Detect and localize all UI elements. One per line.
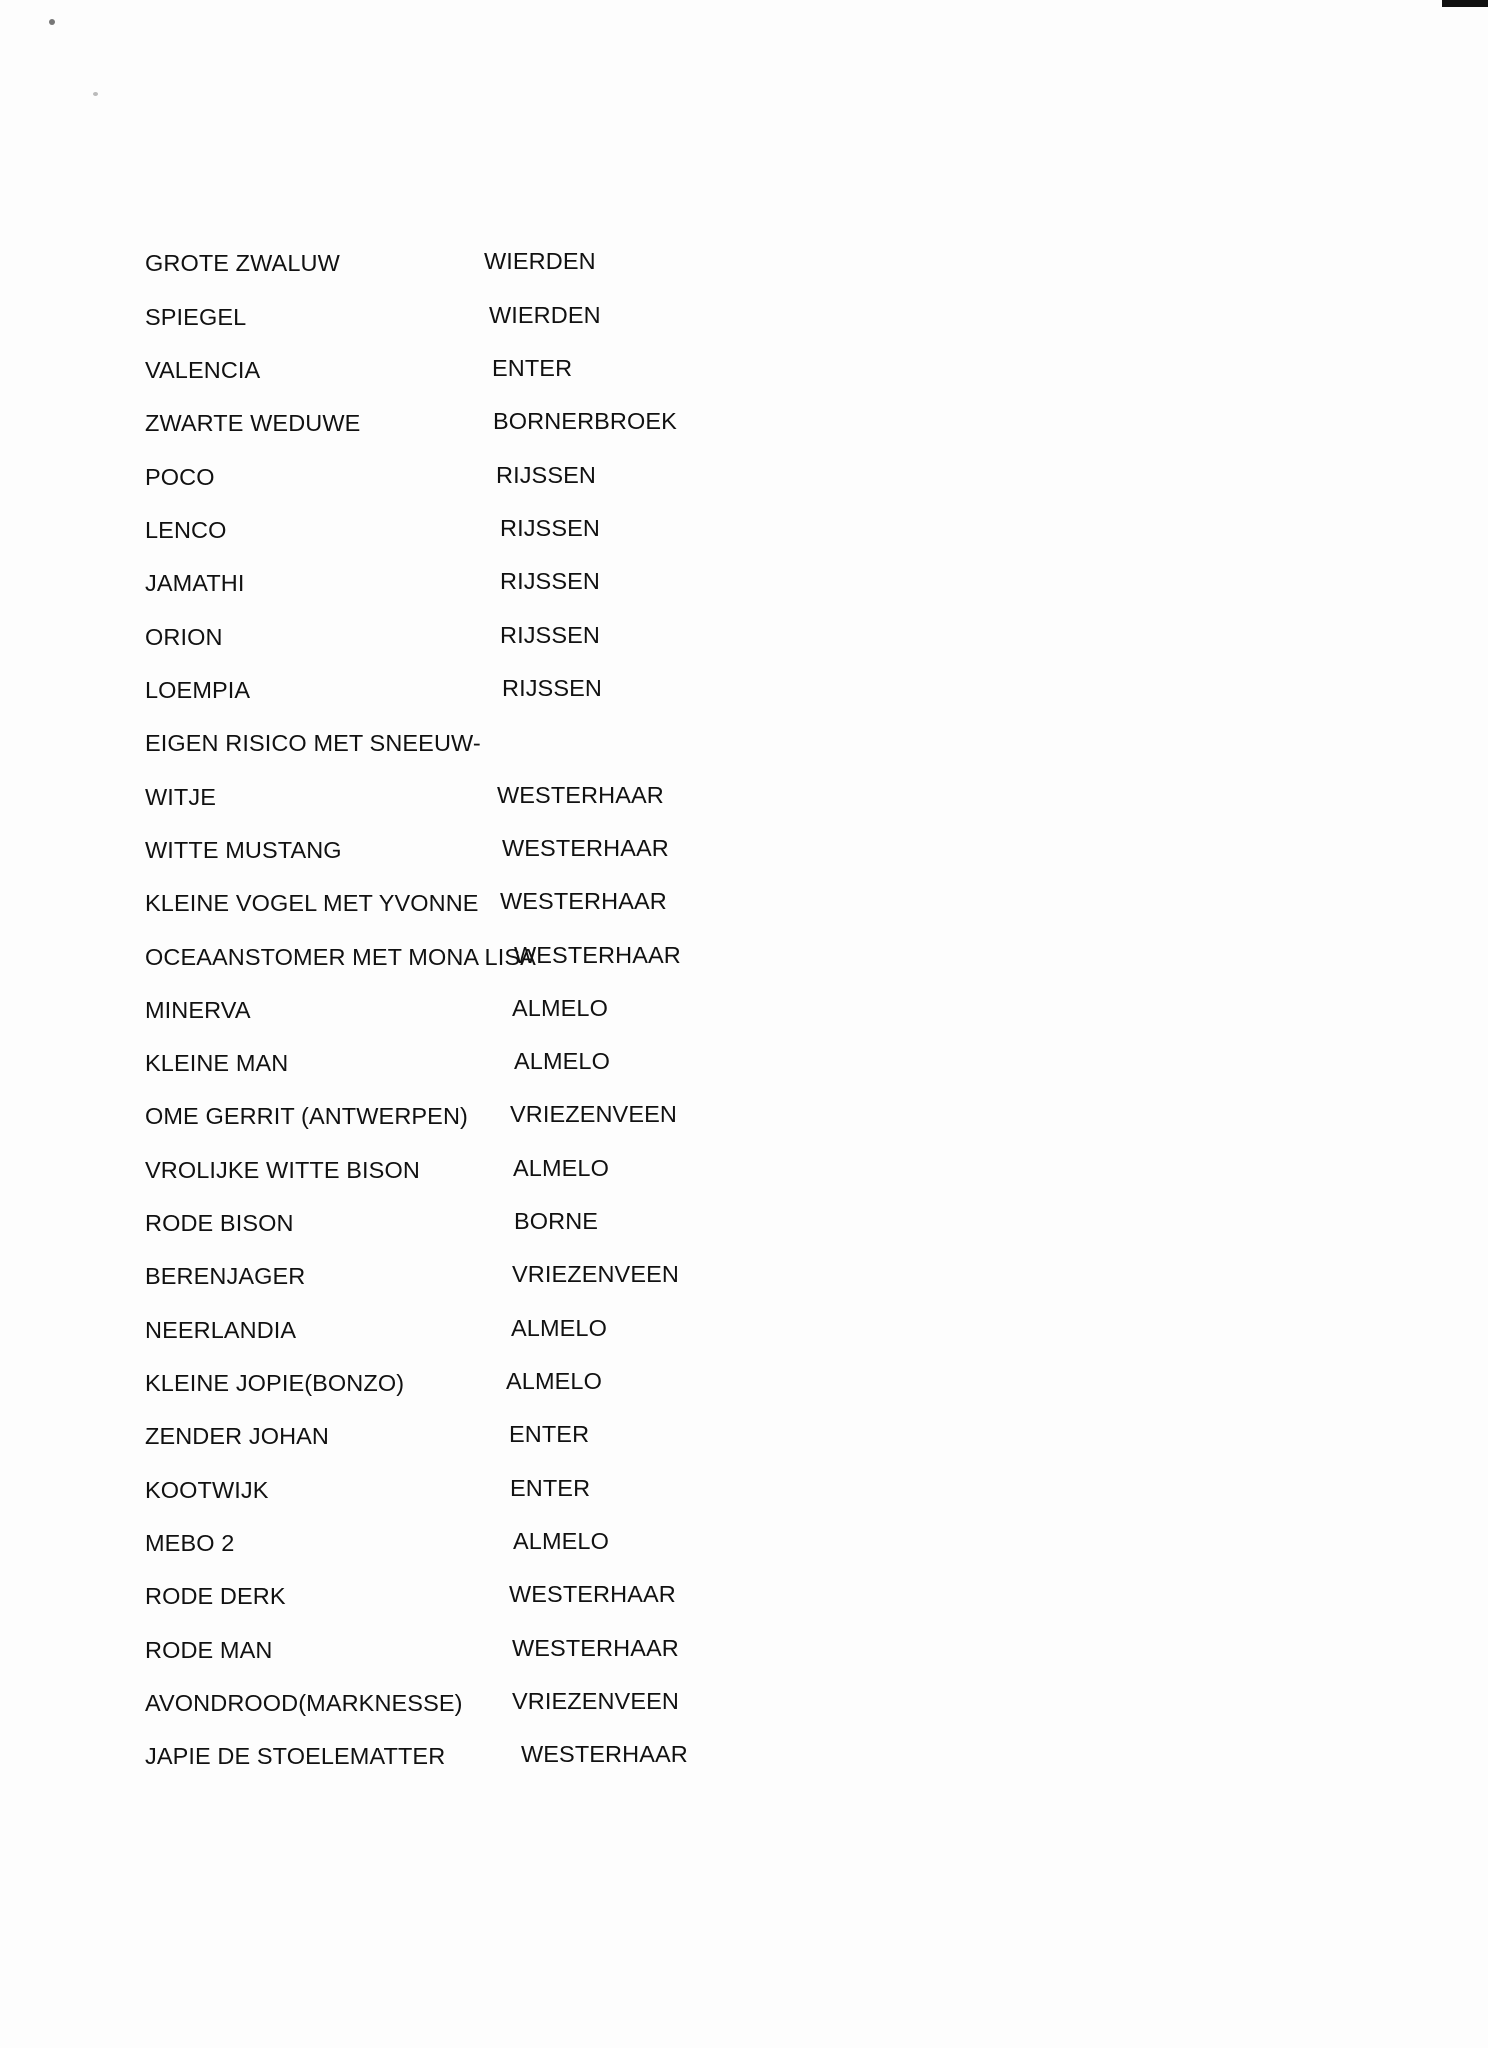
station-name: VROLIJKE WITTE BISON bbox=[145, 1157, 420, 1183]
station-name: WITJE bbox=[145, 784, 216, 810]
list-row bbox=[0, 460, 1488, 504]
list-row bbox=[0, 940, 1488, 984]
list-row bbox=[0, 1206, 1488, 1250]
station-name: RODE BISON bbox=[145, 1210, 294, 1236]
list-row bbox=[0, 1099, 1488, 1143]
station-place: WESTERHAAR bbox=[500, 888, 667, 914]
station-name: EIGEN RISICO MET SNEEUW- bbox=[145, 730, 481, 756]
list-row bbox=[0, 1046, 1488, 1090]
station-name: OCEAANSTOMER MET MONA LISA bbox=[145, 944, 536, 970]
station-place: WESTERHAAR bbox=[497, 782, 664, 808]
station-place: VRIEZENVEEN bbox=[512, 1688, 679, 1714]
station-place: ALMELO bbox=[511, 1315, 607, 1341]
station-name: GROTE ZWALUW bbox=[145, 250, 340, 276]
station-name: KOOTWIJK bbox=[145, 1477, 269, 1503]
station-place: RIJSSEN bbox=[502, 675, 602, 701]
list-row bbox=[0, 1473, 1488, 1517]
station-name: WITTE MUSTANG bbox=[145, 837, 342, 863]
list-row bbox=[0, 1153, 1488, 1197]
station-name: ZENDER JOHAN bbox=[145, 1423, 329, 1449]
station-name: POCO bbox=[145, 464, 215, 490]
list-row bbox=[0, 300, 1488, 344]
station-name: RODE DERK bbox=[145, 1583, 286, 1609]
list-row bbox=[0, 1739, 1488, 1783]
station-name: BERENJAGER bbox=[145, 1263, 306, 1289]
station-place: ALMELO bbox=[513, 1528, 609, 1554]
station-name: LENCO bbox=[145, 517, 227, 543]
station-name: RODE MAN bbox=[145, 1637, 273, 1663]
station-name: SPIEGEL bbox=[145, 304, 247, 330]
station-place: WESTERHAAR bbox=[514, 942, 681, 968]
station-place: WESTERHAAR bbox=[509, 1581, 676, 1607]
list-row bbox=[0, 1686, 1488, 1730]
station-name: ORION bbox=[145, 624, 223, 650]
station-name: NEERLANDIA bbox=[145, 1317, 297, 1343]
list-row bbox=[0, 1313, 1488, 1357]
station-place: BORNE bbox=[514, 1208, 599, 1234]
list-row bbox=[0, 353, 1488, 397]
station-name: OME GERRIT (ANTWERPEN) bbox=[145, 1103, 468, 1129]
station-place: ALMELO bbox=[506, 1368, 602, 1394]
list-row bbox=[0, 406, 1488, 450]
station-place: WESTERHAAR bbox=[521, 1741, 688, 1767]
station-place: ENTER bbox=[492, 355, 573, 381]
list-row bbox=[0, 620, 1488, 664]
list-row bbox=[0, 726, 1488, 770]
list-row bbox=[0, 566, 1488, 610]
list-row bbox=[0, 1366, 1488, 1410]
station-place: ALMELO bbox=[513, 1155, 609, 1181]
station-name: KLEINE JOPIE(BONZO) bbox=[145, 1370, 405, 1396]
station-name: VALENCIA bbox=[145, 357, 261, 383]
list-row bbox=[0, 1259, 1488, 1303]
list-row bbox=[0, 673, 1488, 717]
station-name: MINERVA bbox=[145, 997, 251, 1023]
station-place: BORNERBROEK bbox=[493, 408, 677, 434]
list-row bbox=[0, 993, 1488, 1037]
station-place: WESTERHAAR bbox=[512, 1635, 679, 1661]
station-place: RIJSSEN bbox=[500, 515, 600, 541]
station-name: KLEINE VOGEL MET YVONNE bbox=[145, 890, 479, 916]
list-row bbox=[0, 1419, 1488, 1463]
station-place: WIERDEN bbox=[484, 248, 596, 274]
station-place: VRIEZENVEEN bbox=[510, 1101, 677, 1127]
station-place: RIJSSEN bbox=[500, 622, 600, 648]
station-place: ENTER bbox=[510, 1475, 591, 1501]
list-row bbox=[0, 513, 1488, 557]
station-place: ENTER bbox=[509, 1421, 590, 1447]
station-name: LOEMPIA bbox=[145, 677, 251, 703]
list-row bbox=[0, 246, 1488, 290]
station-place: WESTERHAAR bbox=[502, 835, 669, 861]
list-row bbox=[0, 1579, 1488, 1623]
list-row bbox=[0, 780, 1488, 824]
station-place: WIERDEN bbox=[489, 302, 601, 328]
station-name: KLEINE MAN bbox=[145, 1050, 289, 1076]
list-row bbox=[0, 1526, 1488, 1570]
list-row bbox=[0, 833, 1488, 877]
station-name: JAMATHI bbox=[145, 570, 245, 596]
station-name: MEBO 2 bbox=[145, 1530, 235, 1556]
station-name: JAPIE DE STOELEMATTER bbox=[145, 1743, 446, 1769]
list-row bbox=[0, 1633, 1488, 1677]
station-name: ZWARTE WEDUWE bbox=[145, 410, 361, 436]
station-place: VRIEZENVEEN bbox=[512, 1261, 679, 1287]
station-place: RIJSSEN bbox=[496, 462, 596, 488]
station-name: AVONDROOD(MARKNESSE) bbox=[145, 1690, 463, 1716]
station-place: ALMELO bbox=[512, 995, 608, 1021]
station-place: RIJSSEN bbox=[500, 568, 600, 594]
station-place: ALMELO bbox=[514, 1048, 610, 1074]
list-row bbox=[0, 886, 1488, 930]
